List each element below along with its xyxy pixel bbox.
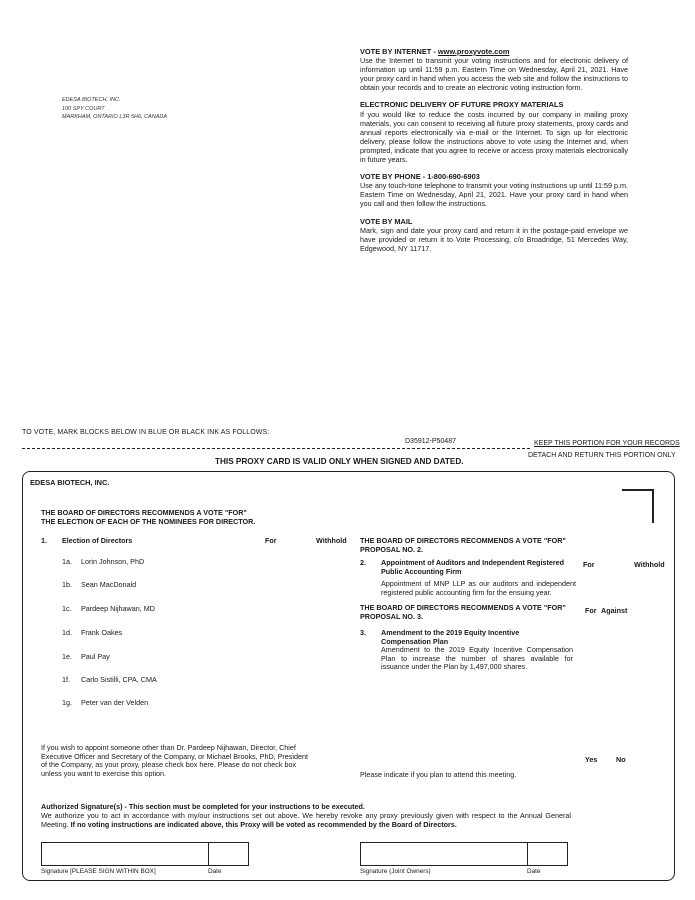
phone-heading: VOTE BY PHONE - 1-800-690-6903	[360, 172, 480, 182]
rec2-line-2: PROPOSAL NO. 2.	[360, 544, 423, 554]
date-label: Date	[208, 868, 222, 875]
item1-label: Election of Directors	[62, 536, 133, 545]
proposal-3-number: 3.	[360, 628, 366, 637]
phone-section	[360, 172, 628, 208]
recommendation-3	[360, 604, 620, 621]
rec1-line-1: THE BOARD OF DIRECTORS RECOMMENDS A VOTE "FOR"	[41, 508, 247, 517]
validity-notice: THIS PROXY CARD IS VALID ONLY WHEN SIGNED AND DATED.	[215, 457, 464, 466]
nominee-number: 1f.	[62, 675, 70, 684]
rec1-line-2: THE ELECTION OF EACH OF THE NOMINEES FOR DIRECTOR.	[41, 516, 256, 526]
nominee-name: Peter van der Velden	[81, 698, 149, 707]
company-address	[62, 96, 167, 122]
authorization-body: We authorize you to act in accordance with my/our instructions set out above. We hereby revoke any proxy previously given with respect to the Annual General Meeting.	[41, 811, 571, 829]
electronic-body: If you would like to reduce the costs incurred by our company in mailing proxy materials, you can consent to receiving all future proxy statements, proxy cards and annual reports electronically via e-mail or the Internet. To sign up for electronic delivery, please follow the instructions above to vote using the Internet and, when prompted, indicate that you agree to receive or access proxy materials electronically in future years.	[360, 109, 628, 165]
nominee-name: Paul Pay	[81, 652, 110, 661]
nominee-name: Lorin Johnson, PhD	[81, 557, 145, 566]
for-column-header: For	[265, 536, 277, 545]
electronic-heading: ELECTRONIC DELIVERY OF FUTURE PROXY MATERIALS	[360, 100, 564, 110]
address-line-2: 100 SPY COURT	[62, 105, 105, 112]
joint-date-box[interactable]	[527, 842, 568, 866]
signature-label: Signature [PLEASE SIGN WITHIN BOX]	[41, 868, 156, 875]
card-company-name: EDESA BIOTECH, INC.	[30, 478, 110, 487]
internet-heading: VOTE BY INTERNET -	[360, 47, 438, 56]
address-line-3: MARKHAM, ONTARIO L3R 5H6, CANADA	[62, 114, 168, 120]
proposal-3-against-header: Against	[601, 606, 628, 615]
nominee-number: 1a.	[62, 557, 72, 566]
nominee-name: Sean MacDonald	[81, 580, 137, 589]
mail-body: Mark, sign and date your proxy card and return it in the postage-paid envelope we have provided or return it to Vote Processing, c/o Broadridge, 51 Mercedes Way, Edgewood, NY 11717.	[360, 225, 628, 253]
item1-number: 1.	[41, 536, 47, 545]
authorized-signature-heading: Authorized Signature(s) - This section must be completed for your instructions to be executed.	[41, 802, 365, 811]
mail-heading: VOTE BY MAIL	[360, 216, 413, 226]
nominee-number: 1g.	[62, 698, 72, 707]
proposal-3-description: Amendment to the 2019 Equity Incentive Compensation Plan to increase the number of shares available for issuance under the Plan by 1,497,000 shares.	[381, 645, 573, 672]
nominee-name: Frank Oakes	[81, 628, 123, 637]
nominee-number: 1b.	[62, 580, 72, 589]
withhold-column-header: Withhold	[316, 536, 347, 545]
proposal-2-title: Appointment of Auditors and Independent Registered Public Accounting Firm	[381, 558, 565, 576]
joint-signature-box[interactable]	[360, 842, 528, 866]
nominee-name: Carlo Sistilli, CPA, CMA	[81, 675, 157, 684]
attend-yes-header: Yes	[585, 755, 598, 764]
mark-instruction: TO VOTE, MARK BLOCKS BELOW IN BLUE OR BLACK INK AS FOLLOWS:	[22, 429, 270, 436]
phone-body: Use any touch-tone telephone to transmit your voting instructions up until 11:59 p.m. Eastern Time on Wednesday, April 21, 2021. Have your proxy card in hand when you call and then follow the instructions.	[360, 181, 628, 209]
proposal-3-title: Amendment to the 2019 Equity Incentive Compensation Plan	[381, 628, 520, 646]
signature-box[interactable]	[41, 842, 209, 866]
appoint-proxy-text: If you wish to appoint someone other than Dr. Pardeep Nijhawan, Director, Chief Executive Officer and Secretary of the Company, or Michael Brooks, PhD, President of the Company, as your proxy, please check box here. Please do not check box unless you want to exercise this option.	[41, 743, 308, 778]
internet-body: Use the Internet to transmit your voting instructions and for electronic delivery of information up until 11:59 p.m. Eastern Time on Wednesday, April 21, 2021. Have your proxy card in hand when you access the web site and follow the instructions to obtain your records and to create an electronic voting instruction form.	[360, 56, 628, 93]
joint-signature-label: Signature (Joint Owners)	[360, 868, 431, 875]
nominee-number: 1d.	[62, 628, 72, 637]
recommendation-1	[41, 509, 281, 526]
detach-portion-label: DETACH AND RETURN THIS PORTION ONLY	[528, 452, 676, 459]
keep-portion-label: KEEP THIS PORTION FOR YOUR RECORDS	[534, 440, 680, 447]
detach-line	[22, 448, 530, 449]
authorization-text	[41, 812, 571, 829]
electronic-section	[360, 100, 628, 164]
authorization-default-note: If no voting instructions are indicated above, this Proxy will be voted as recommended by the Board of Directors.	[70, 819, 457, 829]
proxyvote-link[interactable]: www.proxyvote.com	[437, 47, 510, 56]
nominee-number: 1e.	[62, 652, 72, 661]
date-box[interactable]	[208, 842, 249, 866]
nominee-name: Pardeep Nijhawan, MD	[81, 604, 155, 613]
attend-meeting-text: Please indicate if you plan to attend this meeting.	[360, 770, 517, 779]
proposal-2-withhold-header: Withhold	[634, 560, 665, 569]
proposal-2-number: 2.	[360, 558, 366, 567]
mail-section	[360, 217, 628, 253]
proposal-2-description: Appointment of MNP LLP as our auditors and independent registered public accounting firm for the ensuing year.	[381, 579, 576, 597]
joint-date-label: Date	[527, 868, 541, 875]
control-number: D35912-P50487	[405, 438, 456, 445]
voting-instructions	[360, 47, 628, 261]
proposal-3-for-header: For	[585, 606, 597, 615]
nominee-number: 1c.	[62, 604, 72, 613]
rec2-line-1: THE BOARD OF DIRECTORS RECOMMENDS A VOTE "FOR"	[360, 536, 566, 545]
proposal-2-for-header: For	[583, 560, 595, 569]
rec3-line-2: PROPOSAL NO. 3.	[360, 611, 423, 621]
address-line-1: EDESA BIOTECH, INC.	[62, 97, 121, 103]
rec3-line-1: THE BOARD OF DIRECTORS RECOMMENDS A VOTE "FOR"	[360, 603, 566, 612]
internet-section	[360, 47, 628, 92]
attend-no-header: No	[616, 755, 626, 764]
corner-mark	[622, 489, 654, 523]
recommendation-2	[360, 537, 620, 554]
